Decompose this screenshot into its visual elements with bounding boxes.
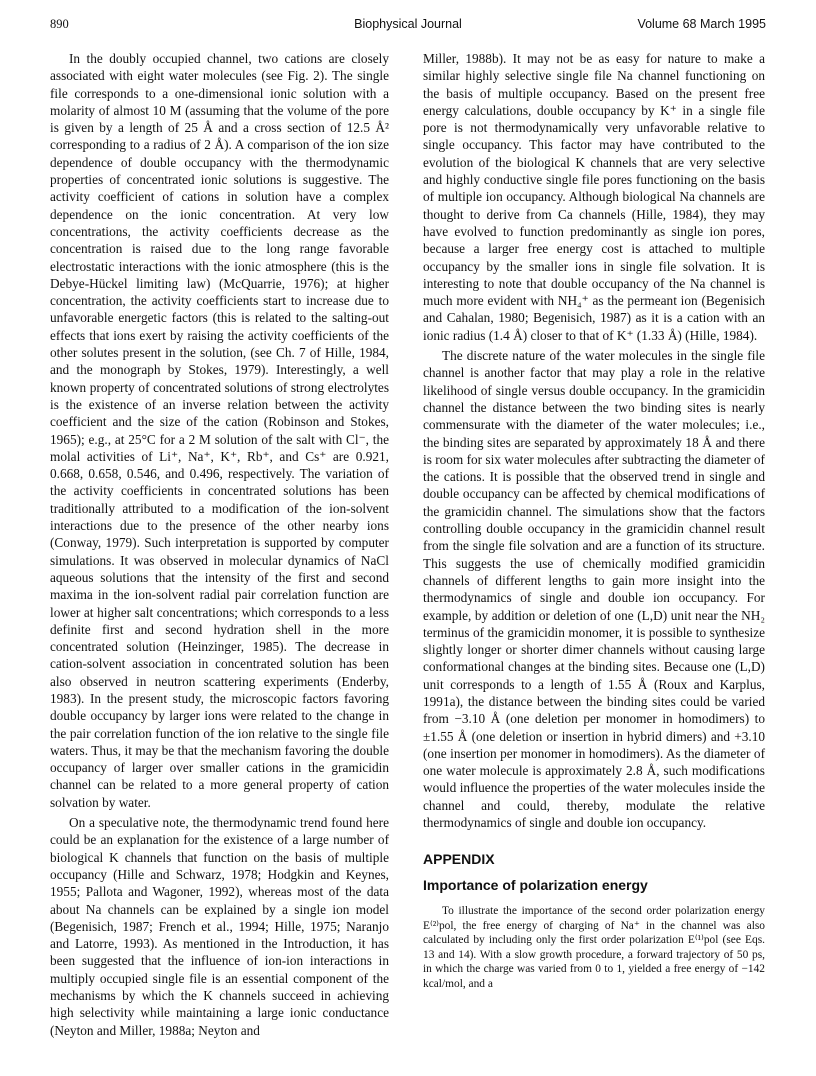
body-paragraph: The discrete nature of the water molecules in the single file channel is another factor that may play a role in the relative likelihood of single versus double occupancy. In the gramicidin channel the distance between the two binding sites is nearly commensurate with the diameter of the water molecules; i.e., the binding sites are separated by approximately 18 Å and there is room for six water molecules after subtracting the diameter of the cations. It is possible that the observed trend in single and double occupancy can be affected by chemical modifications of the gramicidin channel. The simulations show that the factors controlling double occupancy in the gramicidin channel result from the single file solvation and are a function of its structure. This suggests the use of chemically modified gramicidin channels of different lengths to gain more insight into the thermodynamics of single and double ion occupancy. For example, by addition or deletion of one (L,D) unit near the NH₂ terminus of the gramicidin monomer, it is possible to synthesize slightly longer or shorter dimer channels without causing large conformational changes at the binding sites. Because one (L,D) unit corresponds to a length of 1.55 Å (Roux and Karplus, 1991a), the distance between the binding sites could be varied from −3.10 Å (one deletion per monomer in homodimers) to ±1.55 Å (one deletion or insertion in hybrid dimers) and +3.10 (one insertion per monomer in homodimers). As the diameter of one water molecule is approximately 2.8 Å, such modifications would influence the properties of the water molecules inside the channel and could, thereby, modulate the relative thermodynamics of single and double ion occupancy. (423, 348, 765, 831)
journal-name: Biophysical Journal (354, 17, 462, 31)
volume-info: Volume 68 March 1995 (637, 17, 766, 31)
page-number: 890 (50, 17, 69, 31)
appendix-body (423, 904, 765, 992)
right-column (423, 50, 765, 992)
appendix-heading: APPENDIX (423, 851, 495, 868)
body-paragraph: In the doubly occupied channel, two cations are closely associated with eight water molecules (see Fig. 2). The single file corresponds to a one-dimensional ionic solution with a molarity of almost 10 M (assuming that the volume of the pore is given by a length of 25 Å and a cross section of 12.5 Å² corresponding to a radius of 2 Å). A comparison of the ion size dependence of double occupancy with the thermodynamic properties of concentrated ionic solutions is suggestive. The activity coefficient of cations in solution have a complex dependence on the ionic concentration. At very low concentrations, the activity coefficients decrease as the concentration is raised due to the long range favorable electrostatic interactions with the ionic atmosphere (this is the Debye-Hückel limiting law) (McQuarrie, 1976); at higher concentration, the activity coefficients start to increase due to unfavorable energetic factors (this is related to the salting-out effects that ions exert by raising the activity coefficients of the other solutes present in the solution, (see Ch. 7 of Hille, 1984, and the monograph by Stokes, 1979). Interestingly, a well known property of concentrated solutions of strong electrolytes is the existence of an inverse relation between the activity coefficient and the size of the cation (Robinson and Stokes, 1965); e.g., at 25°C for a 2 M solution of the salt with Cl⁻, the molal activities of Li⁺, Na⁺, K⁺, Rb⁺, and Cs⁺ are 0.921, 0.668, 0.658, 0.546, and 0.496, respectively. The variation of the activity coefficients in concentrated solutions has been traditionally attributed to a modification of the ion-solvent interactions due to the presence of the other nearby ions (Conway, 1979). Such interpretation is supported by computer simulations. It was observed in molecular dynamics of NaCl aqueous solutions that the intensity of the first and second maxima in the ion-solvent radial pair correlation function are lower at higher salt concentrations; which corresponds to a less definite first and second hydration shell in the more concentrated solution (Heinzinger, 1985). The decrease in cation-solvent association in concentrated solution has been also observed in neutron scattering experiments (Enderby, 1983). In the present study, the microscopic factors favoring double occupancy by larger ions were related to the change in the pair correlation function of the ion relative to the single file waters. Thus, it may be that the mechanism favoring the double occupancy of larger over smaller cations in the gramicidin channel can be related to a more general property of cation solvation by water. (50, 51, 389, 810)
body-paragraph: On a speculative note, the thermodynamic trend found here could be an explanation for the existence of a large number of biological K channels that function on the basis of multiple occupancy (Hille and Schwarz, 1978; Hodgkin and Keynes, 1955; Pallota and Wagoner, 1992), whereas most of the data about Na channels can be explained by a single ion model (Begenisich, 1987; French et al., 1994; Hille, 1975; Naranjo and Latorre, 1993). As mentioned in the Introduction, it has been suggested that the influence of ion-ion interactions in multiply occupied single file is an essential component of the mechanisms by which the K channels succeed in achieving high selectivity while maintaining a large ionic conductance (Neyton and Miller, 1988a; Neyton and (50, 815, 389, 1038)
section-subheading: Importance of polarization energy (423, 876, 648, 893)
appendix-paragraph: To illustrate the importance of the second order polarization energy E⁽²⁾pol, the free energy of charging of Na⁺ in the channel was also calculated by including only the first order polarization E⁽¹⁾pol (see Eqs. 13 and 14). With a slow growth procedure, a forward trajectory of 50 ps, in which the charge was varied from 0 to 1, yielded a free energy of −142 kcal/mol, and a (423, 904, 765, 990)
page-header (50, 14, 766, 36)
body-paragraph: Miller, 1988b). It may not be as easy for nature to make a similar highly selective single file Na channel functioning on the basis of multiple occupancy. Based on the present free energy calculations, double occupancy by K⁺ in a single file pore is not thermodynamically very unfavorable relative to single occupancy. This factor may have contributed to the evolution of the biological K channels that are very selective and highly conductive single file pores functioning on the basis of multiple ion occupancy. Although biological Na channels are thought to derive from Ca channels (Hille, 1984), they may have evolved to function predominantly as single ion pores, because a larger free energy cost is attached to multiple occupancy by the smaller ions in single file solvation. It is interesting to note that double occupancy of the Na channel is much more evident with NH₄⁺ as the permeant ion (Begenisich and Cahalan, 1980; Begenisich, 1987) as it is a cation with an ionic radius (1.4 Å) closer to that of K⁺ (1.33 Å) (Hille, 1984). (423, 51, 765, 343)
left-column (50, 50, 389, 1039)
